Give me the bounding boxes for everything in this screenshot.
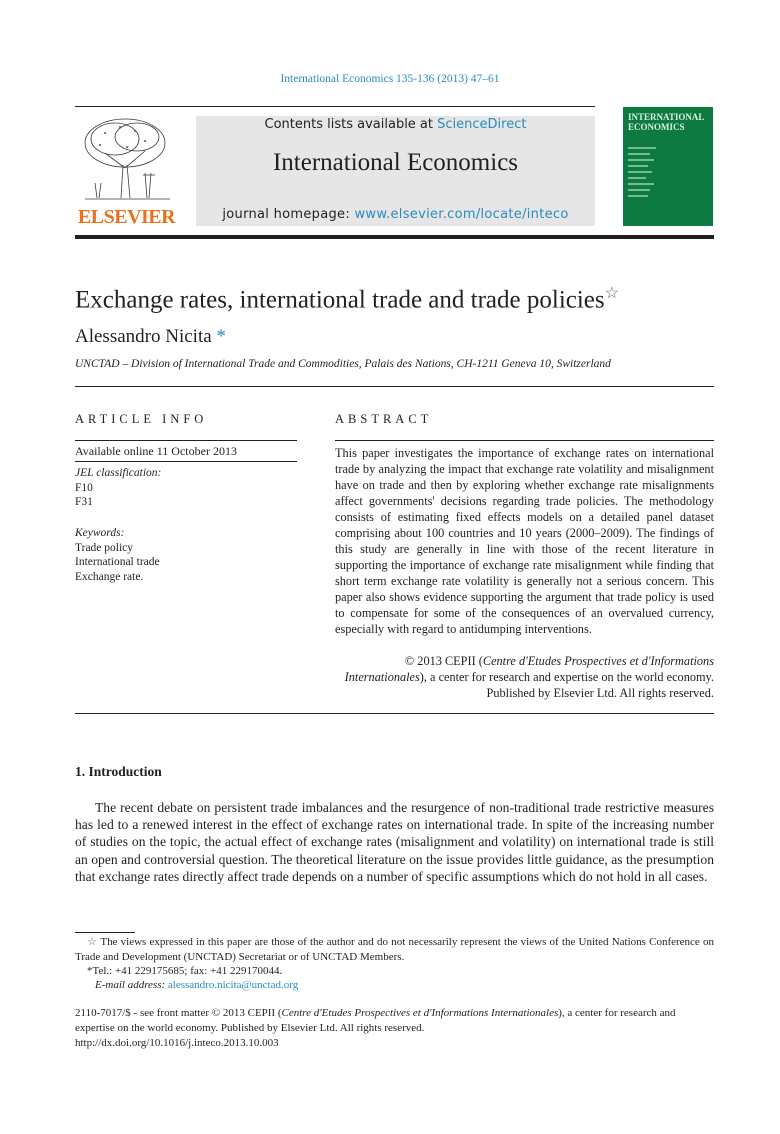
copyright-suffix: ), a center for research and expertise on the world economy. Published by Elsevier Ltd. All rights reserved. (419, 670, 714, 700)
title-divider (75, 386, 714, 387)
introduction-heading: 1. Introduction (75, 764, 162, 779)
issn-suffix: ), a center for research and expertise on the world economy. Published by Elsevier Ltd. All rights reserved. (75, 1007, 676, 1034)
article-title (75, 283, 619, 314)
author-name: Alessandro Nicita (75, 326, 212, 347)
abstract-heading: ABSTRACT (335, 412, 433, 426)
contents-line (196, 117, 595, 132)
footnote-rule (75, 932, 135, 933)
homepage-link[interactable]: www.elsevier.com/locate/inteco (354, 207, 569, 222)
abstract-copyright (335, 653, 714, 701)
header-thick-rule (75, 235, 714, 239)
jel-code: F31 (75, 496, 93, 508)
footnote-star-icon: ☆ (87, 936, 98, 948)
keywords (75, 526, 160, 584)
article-info-rule (75, 440, 297, 441)
doi-link[interactable]: http://dx.doi.org/10.1016/j.inteco.2013.10.003 (75, 1037, 279, 1049)
keywords-label: Keywords: (75, 527, 125, 539)
cover-title-line-1: INTERNATIONAL (628, 112, 705, 122)
cover-title (628, 112, 704, 132)
copyright-prefix: © 2013 CEPII ( (404, 654, 483, 668)
issn-prefix: 2110-7017/$ - see front matter © 2013 CEPII ( (75, 1007, 282, 1019)
article-title-text: Exchange rates, international trade and trade policies (75, 286, 605, 314)
issn-line (75, 1006, 714, 1036)
jel-classification (75, 466, 161, 510)
footnote-phone: Tel.: +41 229175685; fax: +41 229170044. (92, 965, 283, 977)
cover-title-line-2: ECONOMICS (628, 122, 685, 132)
header-divider (75, 106, 595, 107)
keyword: Trade policy (75, 541, 134, 554)
footnote-email (95, 978, 298, 993)
copyright-org: Centre d'Etudes Prospectives et d'Informations Internationales (344, 654, 714, 684)
journal-citation[interactable]: International Economics 135-136 (2013) 47–61 (280, 73, 500, 85)
author-footnote-marker[interactable]: * (216, 326, 226, 347)
footnote-asterisk: * (87, 965, 93, 977)
title-footnote-star-icon[interactable]: ☆ (604, 285, 619, 302)
abstract-bottom-divider (75, 713, 714, 714)
introduction-paragraph: The recent debate on persistent trade imbalances and the resurgence of non-traditional trade restrictive measures has led to a renewed interest in the effect of exchange rates on international trade. In spite of the increasing number of studies on the topic, the actual effect of exchange rates (misalignment and volatility) on international trade is still an open and controversial question. The theoretical literature on the issue provides little guidance, as the presumption that exchange rates directly affect trade depends on a number of specific assumptions which do not hold in all cases. (75, 800, 714, 884)
footnote-contact (87, 964, 282, 979)
available-online-date: Available online 11 October 2013 (75, 444, 237, 458)
footnote-disclaimer-text: The views expressed in this paper are those of the author and do not necessarily represent the views of the United Nations Conference on Trade and Development (UNCTAD) Secretariat or of UNCTAD Members. (75, 936, 715, 963)
abstract-text: This paper investigates the importance of exchange rates on international trade by analyzing the impact that exchange rate volatility and misalignment have on trade and then by exploring whether exchange rate misalignments affect governments' decisions regarding trade policies. The methodology consists of estimating fixed effects models on a detailed panel dataset comprising about 100 countries and 10 years (2000–2009). The findings of this study are generally in line with those of the recent literature in supporting the importance of exchange rate misalignment while finding that short term exchange rate volatility is generally not a serious concern. This paper also shows evidence supporting the argument that trade policy is used to compensate for some of the consequences of an overvalued currency, especially with regard to antidumping interventions. (335, 446, 714, 636)
journal-name: International Economics (272, 149, 519, 176)
author-affiliation: UNCTAD – Division of International Trade and Commodities, Palais des Nations, CH-1211 Geneva 10, Switzerland (75, 358, 611, 370)
contents-prefix: Contents lists available at (264, 117, 438, 132)
email-label: E-mail address: (95, 979, 166, 991)
abstract-rule (335, 440, 714, 441)
article-info-rule-2 (75, 461, 297, 462)
front-matter-footer (75, 1006, 714, 1051)
homepage-prefix: journal homepage: (222, 207, 355, 222)
footnote-disclaimer (75, 935, 714, 965)
journal-homepage-line (196, 207, 595, 222)
keyword: International trade (75, 556, 160, 568)
jel-code: F10 (75, 481, 93, 494)
keyword: Exchange rate. (75, 570, 144, 583)
article-info-heading: ARTICLE INFO (75, 412, 208, 426)
elsevier-wordmark: ELSEVIER (77, 206, 176, 228)
issn-org: Centre d'Etudes Prospectives et d'Informations Internationales (281, 1007, 559, 1019)
jel-label: JEL classification: (75, 467, 162, 479)
sciencedirect-link[interactable]: ScienceDirect (437, 117, 527, 132)
author-line (75, 326, 226, 348)
email-link[interactable]: alessandro.nicita@unctad.org (167, 979, 299, 991)
